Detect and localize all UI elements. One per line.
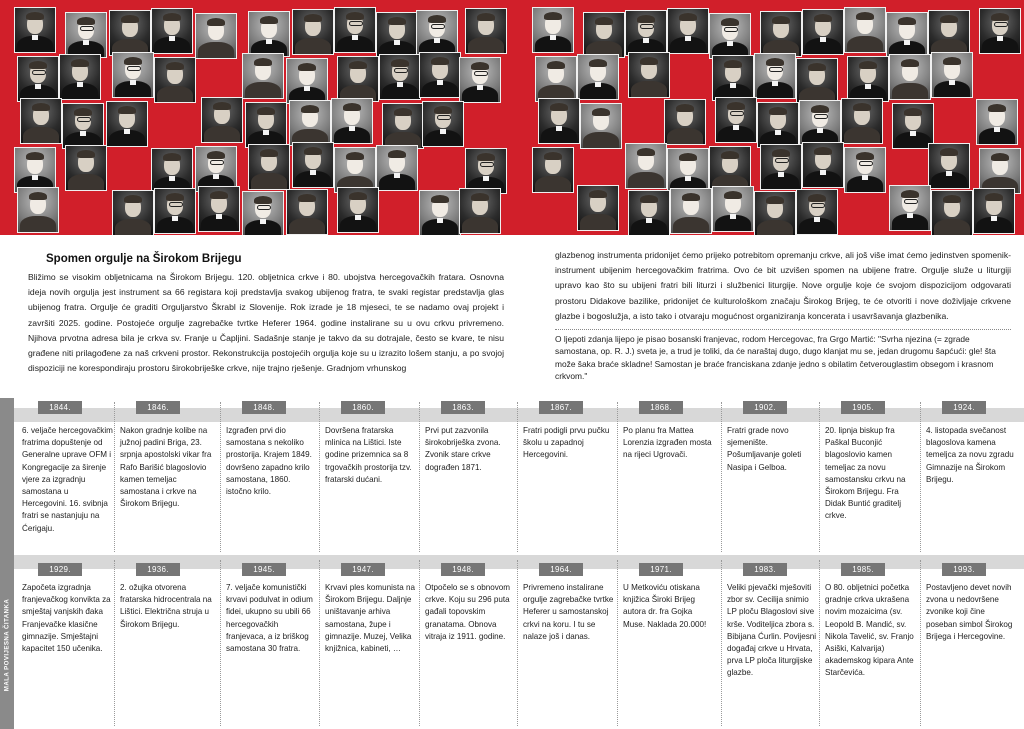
article-paragraph-right: glazbenog instrumenta pridonijet ćemo prijeko potrebitom opremanju crkve, ali još više imat ćemo jedinstven spomenik-instrument ubijenim hercegovačkim fratrima. Ovo će bit uzvišen spomen na ubijene fratre. Orgulje služe u liturgiji upravo kao što su ubijeni fratri bili liturzi i službenici liturgije. Nove orgulje koje će svojom dispozicijom odgovarati prostoru Didakove bazilike, pridonijet će kulturološkom značaju Širokog Brijeg, te će otvoriti i nove doživljaje crkvene glazbe i bogoslužja, a isto tako i otvaraju mogućnost organiziranja koncerata i usavršavanja glazbenika. [555,250,1011,321]
timeline-event-top-3: Izgrađen prvi dio samostana s nekoliko prostorija. Krajem 1849. dovršeno zapadno krilo samostana, 1860. istočno krilo. [226,426,312,497]
timeline-event-top-6: Fratri podigli prvu pučku školu u zapadnoj Hercegovini. [523,426,610,460]
portrait-photo [112,52,154,98]
portrait-photo [459,57,501,103]
portrait-photo [62,103,104,149]
portrait-photo [799,100,841,146]
portrait-photo [465,8,507,54]
portrait-photo [154,57,196,103]
timeline-side-label: MALA POVIJESNA ČITANKA [3,598,11,692]
timeline-event-bottom-3: 7. veljače komunistički krvavi podulvat in odium fidei, ukupno su ubili 66 hercegovačkih franjevaca, a iz briškog samostana 30 fratra. [226,583,313,654]
portrait-photo [664,99,706,145]
portrait-photo [928,143,970,189]
portrait-photo [760,11,802,57]
portrait-photo [376,12,418,58]
timeline-event-top-1: 6. veljače hercegovačkim fratrima dopuštenje od Generalne uprave OFM i Kongregacije za širenje vjere za izgradnju samostana u Hercegovini. 16. svibnja fratri se nastanjuju na Ćerigaju. [22,426,113,533]
portrait-photo [242,191,284,235]
portrait-photo [931,190,973,235]
portrait-photo [841,98,883,144]
portrait-photo [109,10,151,56]
article-quote: O ljepoti zdanja lijepo je pisao bosanski franjevac, rodom Hercegovac, fra Grgo Martić: "Svrha njezina (= zgrade samostana, op. R. J.) sveta je, a trud je toliki, da će naraštaj dugo, dugo klanjat mu se, jedan drugomu šapćući: gle! šta može šaka braće skladne! Samostan je braće franciskana zdanje jedno s obilatim četverouglastim obsegom i krasnom crkvom." [555,329,1011,383]
timeline-event-top-10: 4. listopada svečanost blagoslova kamena temeljca za novu zgradu Gimnazije na Širokom Brijegu. [926,426,1014,484]
portrait-photo [535,56,577,102]
portrait-photo [286,189,328,235]
portrait-photo [796,58,838,104]
timeline-year-bottom-10: 1993. [942,563,986,576]
portrait-photo [532,7,574,53]
portrait-photo [65,145,107,191]
timeline-divider [220,402,221,552]
portrait-photo [419,52,461,98]
portrait-photo [245,102,287,148]
portrait-photo [242,53,284,99]
portrait-photo [754,191,796,235]
portrait-photo [577,54,619,100]
timeline-divider [517,560,518,726]
portrait-photo [248,144,290,190]
timeline-year-bottom-4: 1947. [341,563,385,576]
timeline-event-bottom-7: U Metkoviću otiskana knjižica Široki Brijeg autora dr. fra Gojka Muse. Naklada 20.000! [623,583,707,629]
timeline-divider [819,402,820,552]
portrait-photo [112,190,154,235]
portrait-photo [715,97,757,143]
timeline-event-bottom-9: O 80. obljetnici početka gradnje crkva ukrašena novim mozaicima (sv. Leopold B. Mandić, sv. Nikola Tavelić, sv. Franjo Asiški, Kalvarija) akademskog kipara Ante Starčevića. [825,583,914,678]
timeline-year-top-7: 1868. [639,401,683,414]
timeline-event-bottom-6: Privremeno instalirane orgulje zagrebačke tvrtke Heferer u samostanskoj crkvi na koru. I tu se nalaze još i danas. [523,583,614,641]
portrait-photo [577,185,619,231]
timeline-divider [617,402,618,552]
portrait-photo [847,56,889,102]
portrait-photo [334,7,376,53]
portrait-photo [17,56,59,102]
portrait-photo [292,142,334,188]
timeline-year-bottom-7: 1971. [639,563,683,576]
article-paragraph-left: Bližimo se visokim obljetnicama na Širokom Brijegu. 120. obljetnica crkve i 80. ubojstva hercegovačkih fratara. Osnovna ideja novih orgulja jest instrument sa 66 registara koji predstavlja svakog ubijenog fratra, te svaki registar predstavlja glas ubijenog fratra. Orgulje će graditi Orguljarstvo Škrabl iz Slovenije. Rok izrade je 18 mjeseci, te se nadamo ovaj projekt i završiti 2025. godine. Postojeće orgulje zagrebačke tvrtke Heferer 1964. godine instalirane su u ovu crkvu privremeno. Njihova prvotna adresa bila je crkva sv. Franje u Čapljini. Sadašnje stanje je takvo da su dotrajale, često se kvare, te nisu građene niti prilagođene za naš crkveni prostor. Rekonstrukcija postojećih orgulja koje su u izrazito lošem stanju, a po svojoj dispoziciji ne korespondiraju prostoru širokobriješke crkve, nije trajno rješenje. Gradnjom vrhunskog [28,272,504,374]
timeline-year-top-3: 1848. [242,401,286,414]
timeline-year-top-9: 1905. [841,401,885,414]
timeline-year-top-6: 1867. [539,401,583,414]
portrait-photo [931,52,973,98]
portrait-photo [802,142,844,188]
timeline-divider [319,560,320,726]
timeline-year-top-1: 1844. [38,401,82,414]
timeline-divider [721,560,722,726]
portrait-photo [195,13,237,59]
portrait-photo [670,188,712,234]
portrait-photo [106,101,148,147]
portrait-photo [379,54,421,100]
portrait-photo [628,190,670,235]
article-title: Spomen orgulje na Širokom Brijegu [46,253,242,265]
portrait-photo [796,189,838,235]
portrait-photo [532,147,574,193]
timeline-divider [419,560,420,726]
timeline-divider [419,402,420,552]
portrait-photo [286,58,328,104]
timeline-event-bottom-5: Otpočelo se s obnovom crkve. Koju su 296 puta gađali topovskim granatama. Obnova vitraja iz 1911. godine. [425,583,511,641]
portrait-photo [757,102,799,148]
portrait-photo [583,12,625,58]
timeline-year-top-10: 1924. [942,401,986,414]
portrait-photo [580,103,622,149]
timeline-event-top-4: Dovršena fratarska mlinica na Lištici. Iste godine prizemnica sa 8 trgovačkih prostorija tzv. fratarski dućani. [325,426,412,484]
timeline-divider [617,560,618,726]
portrait-photo [459,188,501,234]
portrait-photo [844,147,886,193]
timeline-year-top-4: 1860. [341,401,385,414]
timeline-event-top-9: 20. lipnja biskup fra Paškal Buconjić blagoslovio kamen temeljac za novu samostansku crkvu na Širokom Brijegu. Fra Didak Buntić graditelj crkve. [825,426,906,521]
timeline-event-bottom-2: 2. ožujka otvorena fratarska hidrocentrala na Lištici. Električna struja u Širokom Brijegu. [120,583,212,629]
timeline-event-top-7: Po planu fra Mattea Lorenzia izgrađen mosta na rijeci Ugrovači. [623,426,712,460]
portrait-photo [14,7,56,53]
portrait-photo [151,8,193,54]
timeline-divider [114,560,115,726]
timeline-divider [220,560,221,726]
timeline-divider [819,560,820,726]
portrait-photo [382,103,424,149]
portrait-photo [625,10,667,56]
portrait-photo [422,101,464,147]
portrait-photo [376,145,418,191]
timeline-divider [920,560,921,726]
portrait-photo [248,11,290,57]
portrait-photo [889,54,931,100]
timeline-event-top-5: Prvi put zazvonila širokobriješka zvona. Zvonik stare crkve dograđen 1871. [425,426,501,472]
portrait-photo [538,98,580,144]
timeline-year-bottom-6: 1964. [539,563,583,576]
portrait-photo [65,12,107,58]
portrait-photo [802,9,844,55]
timeline-year-bottom-5: 1948. [441,563,485,576]
timeline-divider [114,402,115,552]
portrait-photo [337,56,379,102]
portrait-photo [973,188,1015,234]
timeline-event-bottom-8: Veliki pjevački mješoviti zbor sv. Cecilija snimio LP ploču Blagoslovi sive krše. Voditeljica zbora s. Bibijana Ćurlin. Povijesni događaj crkve u Hrvata, prva LP ploča liturgijske glazbe. [727,583,817,678]
timeline-year-bottom-3: 1945. [242,563,286,576]
timeline-year-bottom-1: 1929. [38,563,82,576]
portrait-photo [416,10,458,56]
portrait-photo [886,12,928,58]
portrait-photo [979,8,1021,54]
portrait-photo [59,54,101,100]
portrait-photo [760,144,802,190]
timeline-year-top-8: 1902. [743,401,787,414]
portrait-photo [201,97,243,143]
timeline-year-bottom-9: 1985. [841,563,885,576]
portrait-photo [976,99,1018,145]
timeline-event-top-8: Fratri grade novo sjemenište. Pošumljavanje goleti Nasipa i Gelboa. [727,426,802,472]
portrait-photo [754,53,796,99]
timeline-event-bottom-1: Započeta izgradnja franjevačkog konvikta za smještaj vanjskih đaka Franjevačke klasične gimnazije. Smještajni kapacitet 150 učenika. [22,583,111,654]
portrait-photo [844,7,886,53]
timeline-event-top-2: Nakon gradnje kolibe na južnoj padini Briga, 23. srpnja apostolski vikar fra Rafo Barišić blagoslovio kamen temeljac samostana i crkve na Širokom Brijegu. [120,426,212,509]
portrait-photo [419,190,461,235]
portrait-photo [292,9,334,55]
timeline-divider [517,402,518,552]
timeline-year-top-5: 1863. [441,401,485,414]
portrait-photo [712,55,754,101]
portrait-photo [154,188,196,234]
portrait-photo [331,98,373,144]
portrait-photo [628,52,670,98]
portrait-photo [198,186,240,232]
timeline-divider [920,402,921,552]
timeline-year-bottom-8: 1983. [743,563,787,576]
timeline-event-bottom-4: Krvavi ples komunista na Širokom Brijegu. Daljnje uništavanje arhiva samostana, župe i gimnazije. Muzej, Velika knjižnica, kabineti, … [325,583,415,654]
portrait-photo [20,98,62,144]
timeline-divider [721,402,722,552]
portrait-photo [709,13,751,59]
portrait-collage [0,0,1024,235]
portrait-photo [667,8,709,54]
portrait-photo [928,10,970,56]
portrait-photo [712,186,754,232]
timeline-year-top-2: 1846. [136,401,180,414]
portrait-photo [17,187,59,233]
portrait-photo [889,185,931,231]
timeline-year-bottom-2: 1936. [136,563,180,576]
timeline-event-bottom-10: Postavljeno devet novih zvona u nedovršene zvonike koji čine poseban simbol Širokog Brijega i Hercegovine. [926,583,1013,641]
portrait-photo [625,143,667,189]
portrait-photo [337,187,379,233]
timeline-divider [319,402,320,552]
portrait-photo [289,100,331,146]
